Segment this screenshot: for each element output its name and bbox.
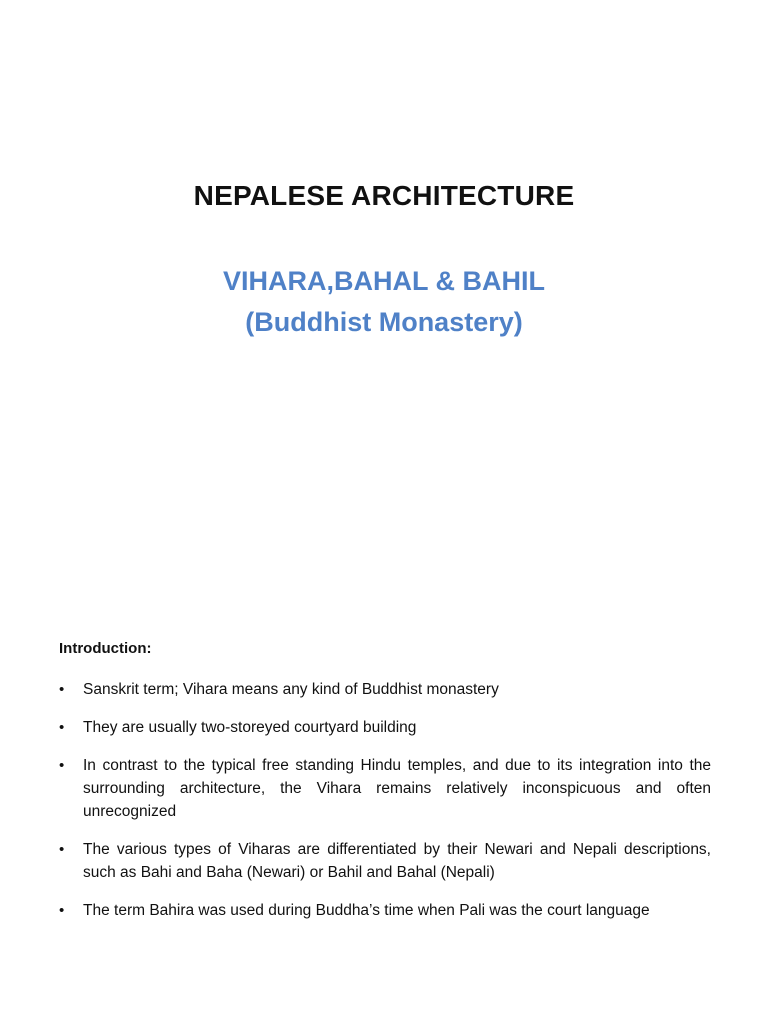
- bullet-text: Sanskrit term; Vihara means any kind of Buddhist monastery: [83, 681, 499, 698]
- bullet-text: In contrast to the typical free standing Hindu temples, and due to its integration into the surrounding architecture, the Vihara remains relatively inconspicuous and often unrecognized: [83, 757, 711, 820]
- list-item: [59, 754, 711, 823]
- bullet-icon: •: [59, 841, 65, 858]
- list-item: [59, 899, 711, 922]
- bullet-icon: •: [59, 902, 65, 919]
- bullet-text: They are usually two-storeyed courtyard building: [83, 719, 417, 736]
- list-item: [59, 678, 711, 701]
- bullet-text: The various types of Viharas are differentiated by their Newari and Nepali descriptions, such as Bahi and Baha (Newari) or Bahil and Bahal (Nepali): [83, 841, 711, 881]
- bullet-text: The term Bahira was used during Buddha’s time when Pali was the court language: [83, 902, 650, 919]
- subtitle-line-1: VIHARA,BAHAL & BAHIL: [223, 266, 545, 296]
- page-title: NEPALESE ARCHITECTURE: [193, 180, 575, 211]
- bullet-icon: •: [59, 681, 65, 698]
- bullet-list: [59, 678, 711, 937]
- bullet-icon: •: [59, 719, 65, 736]
- intro-heading: Introduction:: [59, 640, 152, 657]
- list-item: [59, 716, 711, 739]
- list-item: [59, 838, 711, 884]
- bullet-icon: •: [59, 757, 65, 774]
- subtitle-line-2: (Buddhist Monastery): [245, 307, 523, 337]
